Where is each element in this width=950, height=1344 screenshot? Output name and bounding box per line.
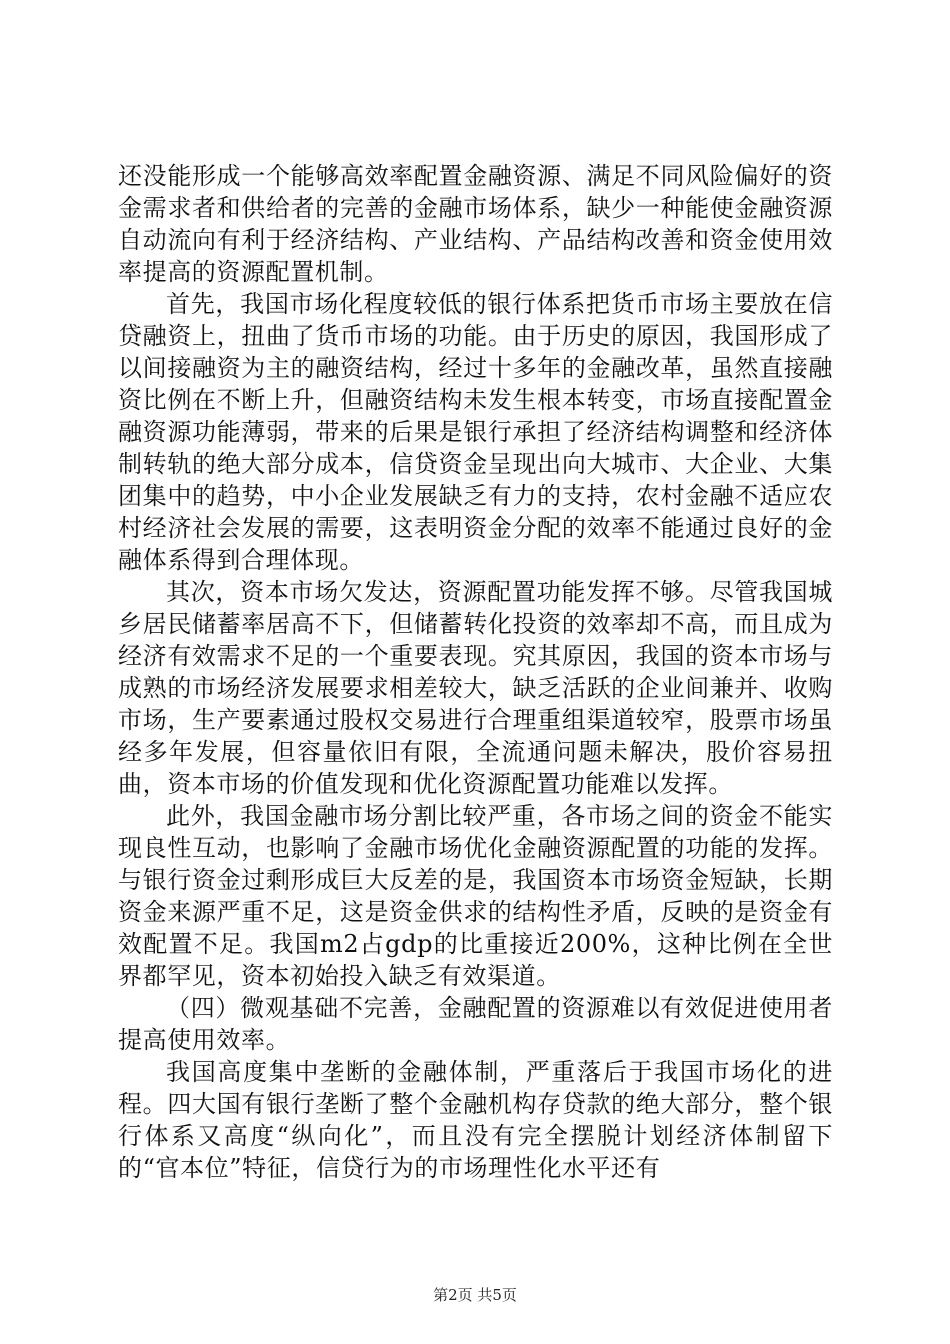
page-number-footer: 第2页 共5页 bbox=[433, 1286, 517, 1304]
paragraph-first: 首先，我国市场化程度较低的银行体系把货币市场主要放在信贷融资上，扭曲了货币市场的功能。由于历史的原因，我国形成了以间接融资为主的融资结构，经过十多年的金融改革，虽然直接融资比例在不断上升，但融资结构未发生根本转变，市场直接配置金融资源功能薄弱，带来的后果是银行承担了经济结构调整和经济体制转轨的绝大部分成本，信贷资金呈现出向大城市、大企业、大集团集中的趋势，中小企业发展缺乏有力的支持，农村金融不适应农村经济社会发展的需要，这表明资金分配的效率不能通过良好的金融体系得到合理体现。 bbox=[118, 290, 833, 574]
paragraph-continuation: 还没能形成一个能够高效率配置金融资源、满足不同风险偏好的资金需求者和供给者的完善的金融市场体系，缺少一种能使金融资源自动流向有利于经济结构、产业结构、产品结构改善和资金使用效率提高的资源配置机制。 bbox=[118, 162, 833, 286]
paragraph-moreover: 此外，我国金融市场分割比较严重，各市场之间的资金不能实现良性互动，也影响了金融市场优化金融资源配置的功能的发挥。与银行资金过剩形成巨大反差的是，我国资本市场资金短缺，长期资金来源严重不足，这是资金供求的结构性矛盾，反映的是资金有效配置不足。我国m2占gdp的比重接近200%，这种比例在全世界都罕见，资本初始投入缺乏有效渠道。 bbox=[118, 802, 833, 990]
paragraph-second: 其次，资本市场欠发达，资源配置功能发挥不够。尽管我国城乡居民储蓄率居高不下，但储蓄转化投资的效率却不高，而且成为经济有效需求不足的一个重要表现。究其原因，我国的资本市场与成熟的市场经济发展要求相差较大，缺乏活跃的企业间兼并、收购市场，生产要素通过股权交易进行合理重组渠道较窄，股票市场虽经多年发展，但容量依旧有限，全流通问题未解决，股价容易扭曲，资本市场的价值发现和优化资源配置功能难以发挥。 bbox=[118, 578, 833, 798]
paragraph-monopoly: 我国高度集中垄断的金融体制，严重落后于我国市场化的进程。四大国有银行垄断了整个金融机构存贷款的绝大部分，整个银行体系又高度“纵向化”，而且没有完全摆脱计划经济体制留下的“官本位”特征，信贷行为的市场理性化水平还有 bbox=[118, 1058, 833, 1182]
section-heading-four: （四）微观基础不完善，金融配置的资源难以有效促进使用者提高使用效率。 bbox=[118, 994, 833, 1054]
document-body bbox=[118, 160, 833, 1184]
